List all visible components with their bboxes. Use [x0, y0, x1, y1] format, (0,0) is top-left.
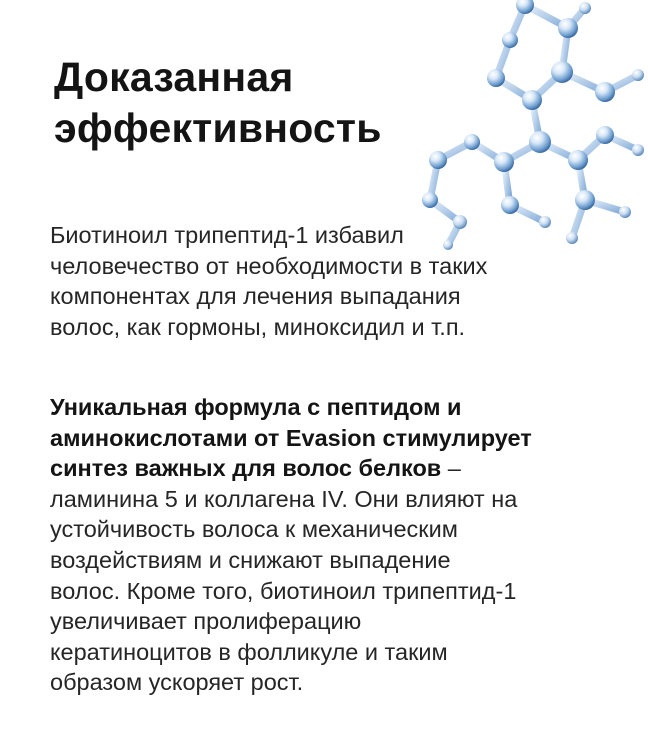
paragraph-line: волос. Кроме того, биотиноил трипептид-1 — [50, 577, 517, 604]
dash-text: – — [441, 455, 461, 482]
mixed-line — [50, 453, 532, 484]
paragraph-line: ламинина 5 и коллагена IV. Они влияют на — [50, 485, 518, 512]
paragraph-line: волос, как гормоны, миноксидил и т.п. — [50, 313, 466, 340]
bold-line: аминокислотами от Evasion стимулирует — [50, 424, 532, 451]
paragraph-line: воздействиям и снижают выпадение — [50, 546, 451, 573]
page-title-line: эффективность — [54, 105, 382, 151]
page-title-line: Доказанная — [54, 54, 294, 100]
paragraph-line: Биотиноил трипептид-1 избавил — [50, 222, 404, 248]
paragraph-line: образом ускоряет рост. — [50, 669, 304, 696]
intro-paragraph — [50, 220, 487, 342]
paragraph-line: кератиноцитов в фолликуле и таким — [50, 638, 448, 665]
molecule-illustration — [400, 0, 648, 250]
bold-line: синтез важных для волос белков — [50, 455, 442, 482]
paragraph-line: человечество от необходимости в таких — [50, 252, 488, 279]
paragraph-line: устойчивость волоса к механическим — [50, 516, 458, 543]
paragraph-line: компонентах для лечения выпадания — [50, 283, 461, 310]
molecule-bonds — [430, 5, 638, 245]
page-title — [54, 52, 382, 154]
bold-line: Уникальная формула с пептидом и — [50, 394, 462, 420]
paragraph-line: увеличивает пролиферацию — [50, 608, 362, 635]
formula-paragraph — [50, 392, 532, 698]
